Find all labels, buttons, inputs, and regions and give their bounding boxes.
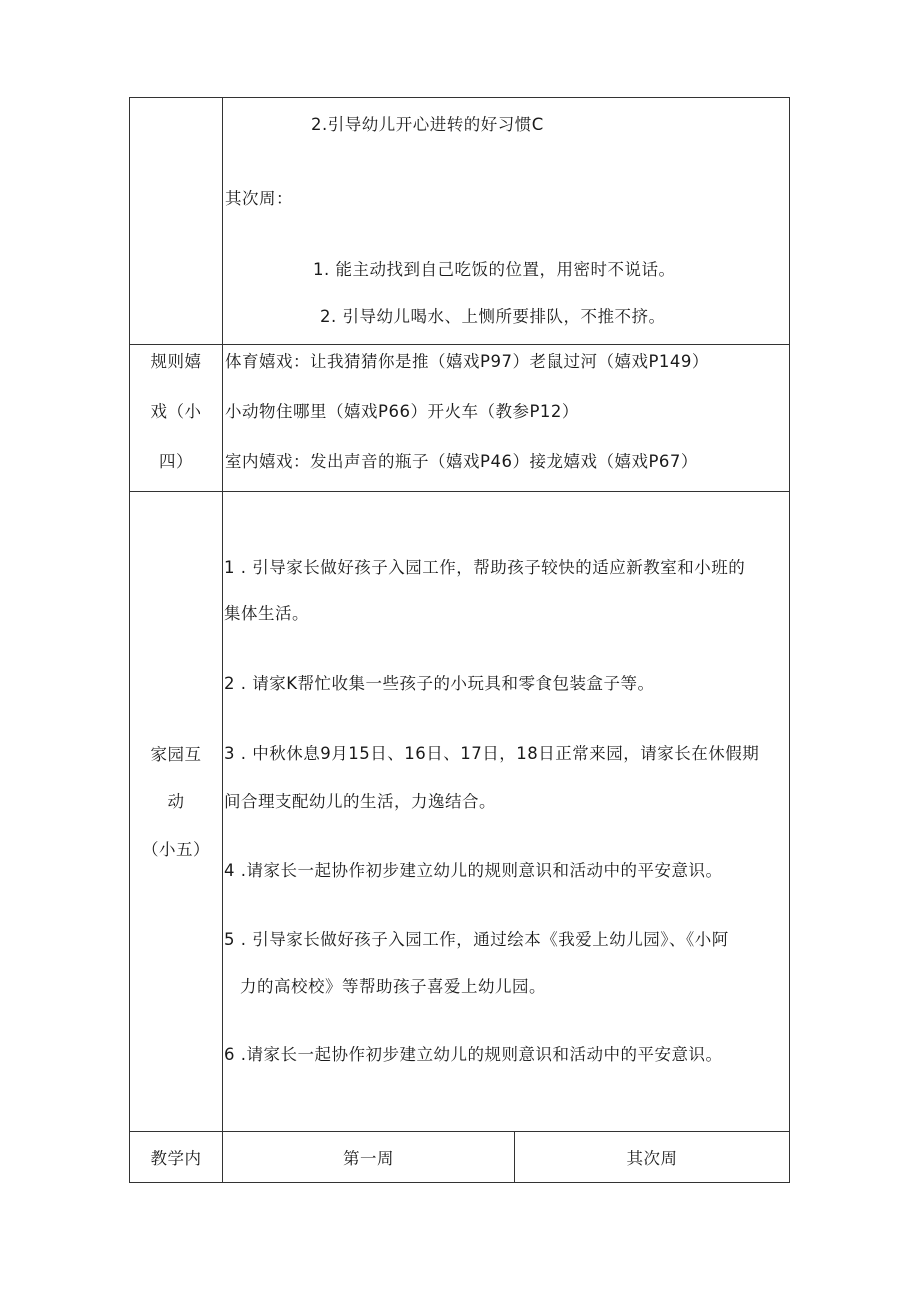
home-school-label-2: 动 — [167, 792, 185, 811]
table-border-bottom — [129, 1182, 790, 1183]
rule-games-label-1: 规则嬉 — [150, 352, 202, 371]
rule-games-line-3: 室内嬉戏：发出声音的瓶子（嬉戏P46）接龙嬉戏（嬉戏P67） — [225, 452, 698, 471]
home-school-line-6: 4 .请家长一起协作初步建立幼儿的规则意识和活动中的平安意识。 — [224, 861, 723, 880]
home-school-label-1: 家园互 — [150, 745, 202, 764]
routine-line-1: 2.引导幼儿开心进转的好习惯C — [311, 115, 544, 134]
table-border-right — [789, 97, 790, 1183]
routine-line-4: 2. 引导幼儿喝水、上恻所要排队，不推不挤。 — [320, 307, 666, 326]
home-school-line-4: 3 . 中秋休息9月15日、16日、17日，18日正常来园，请家长在休假期 — [224, 744, 760, 763]
teaching-label: 教学内 — [150, 1149, 202, 1168]
row-divider-2 — [129, 491, 790, 492]
week-1-header: 第一周 — [343, 1149, 394, 1168]
label-column-divider — [222, 97, 223, 1183]
home-school-line-7: 5 . 引导家长做好孩子入园工作，通过绘本《我爱上幼儿园》、《小阿 — [224, 930, 729, 949]
week-2-header: 其次周 — [626, 1149, 678, 1168]
row-divider-3 — [129, 1131, 790, 1132]
table-border-left — [129, 97, 130, 1183]
home-school-line-3: 2 . 请家K帮忙收集一些孩子的小玩具和零食包装盒子等。 — [224, 674, 655, 693]
routine-line-3: 1. 能主动找到自己吃饭的位置，用密时不说话。 — [313, 260, 676, 279]
home-school-line-5: 间合理支配幼儿的生活，力逸结合。 — [224, 792, 496, 811]
home-school-line-2: 集体生活。 — [224, 604, 309, 623]
home-school-line-8: 力的高校校》等帮助孩子喜爱上幼儿园。 — [240, 977, 546, 996]
rule-games-line-1: 体育嬉戏：让我猜猜你是推（嬉戏P97）老鼠过河（嬉戏P149） — [225, 352, 709, 371]
home-school-label-3: （小五） — [142, 840, 210, 859]
home-school-line-9: 6 .请家长一起协作初步建立幼儿的规则意识和活动中的平安意识。 — [224, 1045, 723, 1064]
home-school-line-1: 1 . 引导家长做好孩子入园工作，帮助孩子较快的适应新教室和小班的 — [224, 558, 746, 577]
rule-games-label-2: 戏（小 — [150, 402, 202, 421]
routine-line-2: 其次周： — [225, 189, 293, 208]
table-border-top — [129, 97, 790, 98]
rule-games-label-3: 四） — [159, 452, 193, 471]
row-divider-1 — [129, 344, 790, 345]
rule-games-line-2: 小动物住哪里（嬉戏P66）开火车（教参P12） — [225, 402, 579, 421]
